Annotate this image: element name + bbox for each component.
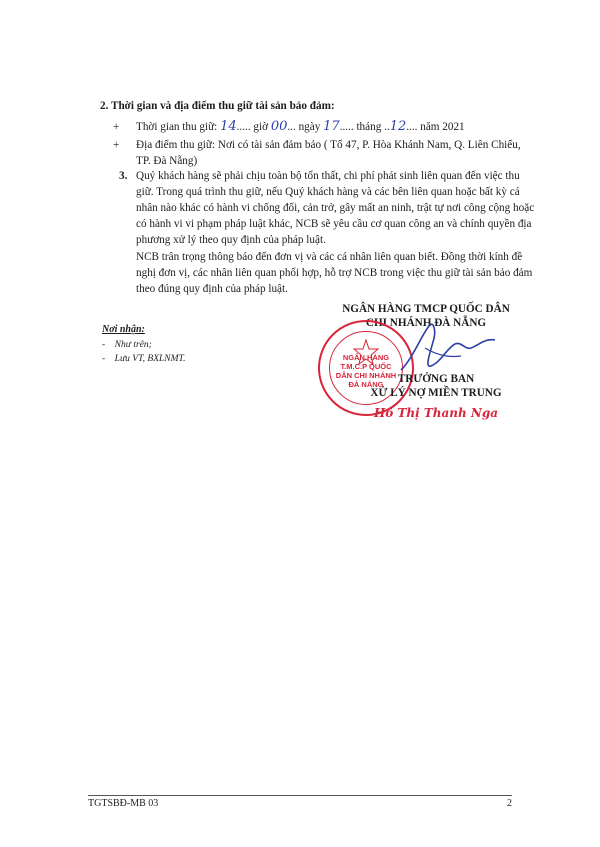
recipient-item <box>102 352 186 366</box>
seal-text: NGÂN HÀNG T.M.C.P QUỐC DÂN CHI NHÁNH ĐÀ NẴNG <box>335 353 397 389</box>
paragraph-line: có hành vi vi phạm pháp luật khác, NCB sẽ yêu cầu cơ quan công an và chính quyền địa <box>136 218 532 230</box>
paragraph-line: NCB trân trọng thông báo đến đơn vị và các cá nhân liên quan biết. Đồng thời kính đề <box>136 251 523 263</box>
paragraph-line: Quý khách hàng sẽ phải chịu toàn bộ tổn thất, chi phí phát sinh liên quan đến việc thu <box>136 170 520 182</box>
list-dash: - <box>102 340 106 350</box>
bullet-symbol: + <box>113 121 120 133</box>
minute-dots: ... ngày <box>287 121 324 133</box>
footer-page-number: 2 <box>507 798 512 809</box>
hour-value: 14 <box>220 119 237 134</box>
paragraph-line: nhân nào khác có hành vi chống đối, cản trở, gây mất an ninh, trật tự nơi công cộng hoặc <box>136 202 535 214</box>
list-dash: - <box>102 354 106 364</box>
month-dots: .... năm 2021 <box>406 121 465 133</box>
section-3-paragraph-1 <box>136 168 534 248</box>
recipient-item <box>102 338 186 352</box>
time-prefix: Thời gian thu giữ: <box>136 121 221 133</box>
recipient-text: Lưu VT, BXLNMT. <box>114 354 186 364</box>
paragraph-line: giữ. Trong quá trình thu giữ, nếu Quý khách hàng và các bên liên quan hoặc bất kỳ cá <box>136 186 520 198</box>
branch-name: CHI NHÁNH ĐÀ NẴNG <box>365 317 487 329</box>
signer-title-line-1: TRƯỞNG BAN <box>397 373 475 385</box>
minute-value: 00 <box>270 119 288 134</box>
place-line-2: TP. Đà Nẵng) <box>136 155 198 167</box>
section-3-paragraph-2 <box>136 249 534 297</box>
footer-document-code: TGTSBĐ-MB 03 <box>88 798 159 809</box>
day-value: 17 <box>323 119 340 134</box>
section-2-title: 2. Thời gian và địa điểm thu giữ tài sản bảo đảm: <box>100 100 335 112</box>
paragraph-line: phương xử lý theo quy định của pháp luật. <box>136 234 326 246</box>
time-line <box>136 119 465 135</box>
recipients-list <box>102 338 186 366</box>
bank-name: NGÂN HÀNG TMCP QUỐC DÂN <box>342 303 510 315</box>
bullet-symbol: + <box>113 139 120 151</box>
footer-divider <box>88 795 512 796</box>
recipients-heading: Nơi nhận: <box>102 324 145 335</box>
paragraph-line: nghị đơn vị, các nhân liên quan phối hợp, hỗ trợ NCB trong việc thu giữ tài sản bảo đảm <box>136 267 533 279</box>
place-line-1: Địa điểm thu giữ: Nơi có tài sản đảm bảo ( Tổ 47, P. Hòa Khánh Nam, Q. Liên Chiểu, <box>136 139 521 151</box>
day-dots: ..... tháng .. <box>339 121 390 133</box>
hour-dots: ..... giờ <box>236 121 271 133</box>
paragraph-line: theo đúng quy định của pháp luật. <box>136 283 288 295</box>
signer-title-line-2: XỬ LÝ NỢ MIỀN TRUNG <box>370 387 502 399</box>
month-value: 12 <box>389 119 407 134</box>
recipient-text: Như trên; <box>114 340 152 350</box>
section-3-number: 3. <box>119 170 128 182</box>
signer-name: Hồ Thị Thanh Nga <box>373 406 499 420</box>
